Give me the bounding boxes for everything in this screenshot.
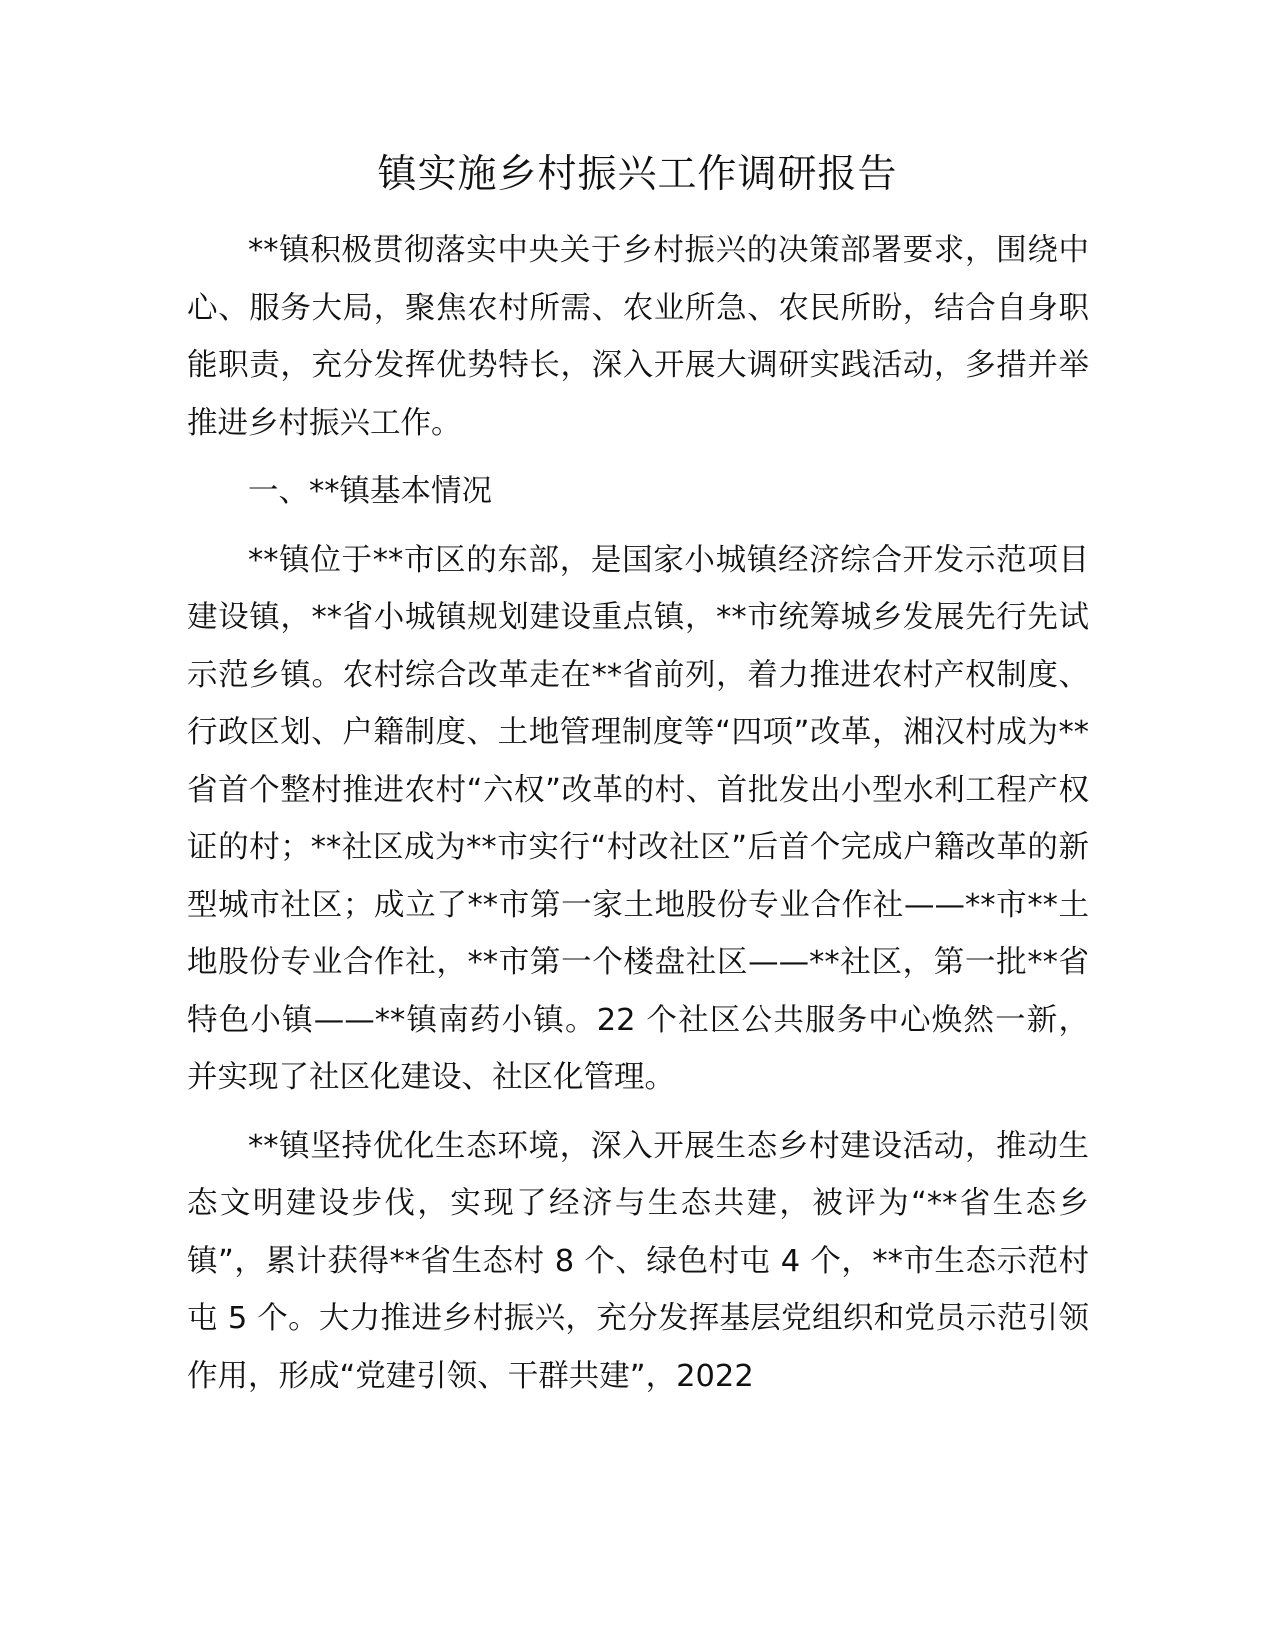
document-body [187, 222, 1089, 1405]
intro-paragraph: **镇积极贯彻落实中央关于乡村振兴的决策部署要求，围绕中心、服务大局，聚焦农村所需、农业所急、农民所盼，结合自身职能职责，充分发挥优势特长，深入开展大调研实践活动，多措并举推进乡村振兴工作。 [187, 233, 1089, 441]
body-paragraph: **镇位于**市区的东部，是国家小城镇经济综合开发示范项目建设镇，**省小城镇规划建设重点镇，**市统筹城乡发展先行先试示范乡镇。农村综合改革走在**省前列，着力推进农村产权制度、行政区划、户籍制度、土地管理制度等“四项”改革，湘汉村成为**省首个整村推进农村“六权”改革的村、首批发出小型水利工程产权证的村；**社区成为**市实行“村改社区”后首个完成户籍改革的新型城市社区；成立了**市第一家土地股份专业合作社——**市**土地股份专业合作社，**市第一个楼盘社区——**社区，第一批**省特色小镇——**镇南药小镇。22 个社区公共服务中心焕然一新，并实现了社区化建设、社区化管理。 [187, 542, 1089, 1095]
document-title: 镇实施乡村振兴工作调研报告 [377, 152, 898, 197]
section-heading: 一、**镇基本情况 [248, 474, 492, 509]
body-paragraph: **镇坚持优化生态环境，深入开展生态乡村建设活动，推动生态文明建设步伐，实现了经济与生态共建，被评为“**省生态乡镇”，累计获得**省生态村 8 个、绿色村屯 4 个，**市生态示范村屯 5 个。大力推进乡村振兴，充分发挥基层党组织和党员示范引领作用，形成“党建引领、干群共建”，2022 [187, 1128, 1089, 1394]
